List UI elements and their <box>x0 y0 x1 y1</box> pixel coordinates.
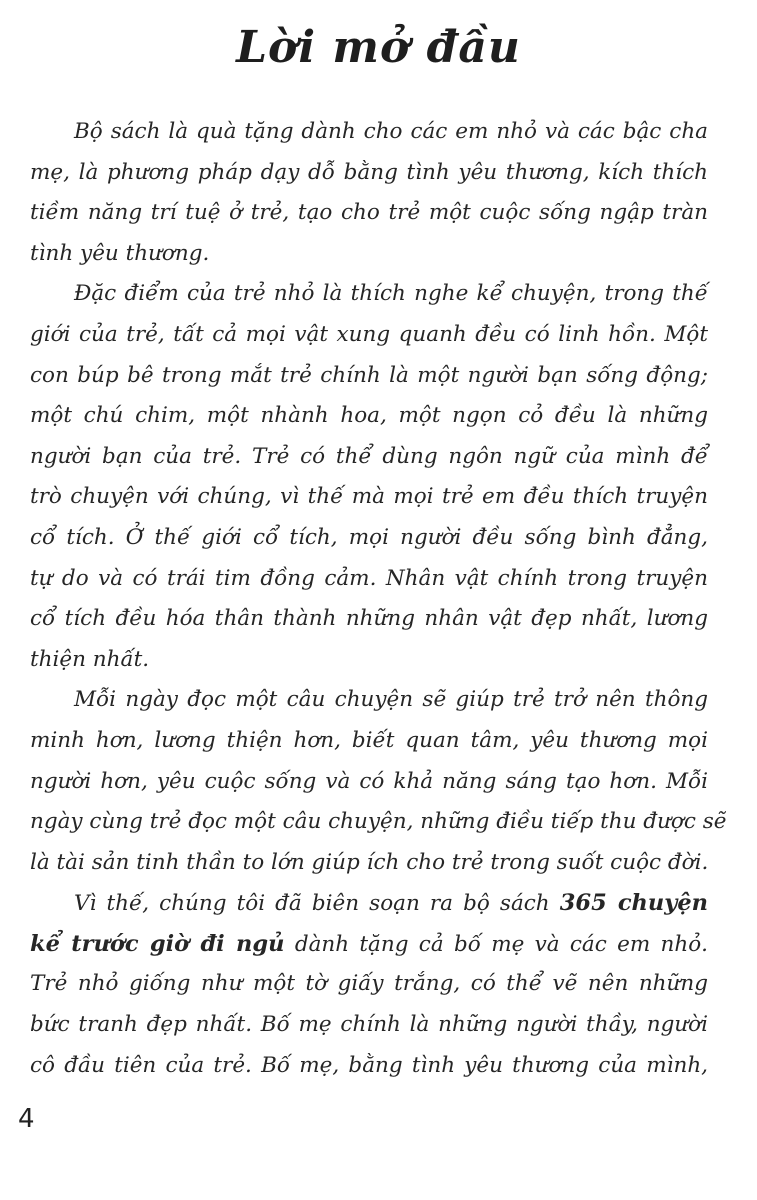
text-line: trò chuyện với chúng, vì thế mà mọi trẻ em đều thích truyện <box>30 484 708 510</box>
body-text <box>30 112 727 1086</box>
text-line: cổ tích đều hóa thân thành những nhân vật đẹp nhất, lương <box>30 606 708 632</box>
book-title-bold: 365 chuyện <box>559 890 708 917</box>
text-line: cổ tích. Ở thế giới cổ tích, mọi người đều sống bình đẳng, <box>30 524 708 550</box>
text-line: mẹ, là phương pháp dạy dỗ bằng tình yêu thương, kích thích <box>30 159 708 185</box>
text-line: tự do và có trái tim đồng cảm. Nhân vật chính trong truyện <box>30 565 708 591</box>
inline-text: Vì thế, chúng tôi đã biên soạn ra bộ sách <box>74 891 560 917</box>
text-line: Mỗi ngày đọc một câu chuyện sẽ giúp trẻ trở nên thông <box>74 687 708 713</box>
inline-text: dành tặng cả bố mẹ và các em nhỏ. <box>284 931 709 957</box>
text-line: giới của trẻ, tất cả mọi vật xung quanh đều có linh hồn. Một <box>30 321 708 347</box>
text-line: người hơn, yêu cuộc sống và có khả năng sáng tạo hơn. Mỗi <box>30 768 708 794</box>
text-line: là tài sản tinh thần to lớn giúp ích cho trẻ trong suốt cuộc đời. <box>30 849 709 875</box>
text-line: tình yêu thương. <box>30 240 210 266</box>
text-line: Trẻ nhỏ giống như một tờ giấy trắng, có thể vẽ nên những <box>30 971 708 997</box>
text-line: ngày cùng trẻ đọc một câu chuyện, những điều tiếp thu được sẽ <box>30 809 727 835</box>
text-line: minh hơn, lương thiện hơn, biết quan tâm, yêu thương mọi <box>30 727 708 753</box>
text-line: con búp bê trong mắt trẻ chính là một người bạn sống động; <box>30 362 708 388</box>
text-line: thiện nhất. <box>30 646 150 672</box>
text-line: tiềm năng trí tuệ ở trẻ, tạo cho trẻ một cuộc sống ngập tràn <box>30 200 708 226</box>
text-line: Bộ sách là quà tặng dành cho các em nhỏ và các bậc cha <box>74 119 708 144</box>
page-title: Lời mở đầu <box>236 22 521 73</box>
text-line <box>30 924 708 965</box>
page-number: 4 <box>18 1104 35 1134</box>
text-line: một chú chim, một nhành hoa, một ngọn cỏ đều là những <box>30 403 708 429</box>
text-line <box>30 883 708 924</box>
text-line: người bạn của trẻ. Trẻ có thể dùng ngôn ngữ của mình để <box>30 443 708 469</box>
book-title-bold: kể trước giờ đi ngủ <box>30 930 285 957</box>
text-line: bức tranh đẹp nhất. Bố mẹ chính là những người thầy, người <box>30 1012 708 1038</box>
text-line: Đặc điểm của trẻ nhỏ là thích nghe kể chuyện, trong thế <box>74 281 708 307</box>
text-line: cô đầu tiên của trẻ. Bố mẹ, bằng tình yêu thương của mình, <box>30 1052 708 1078</box>
